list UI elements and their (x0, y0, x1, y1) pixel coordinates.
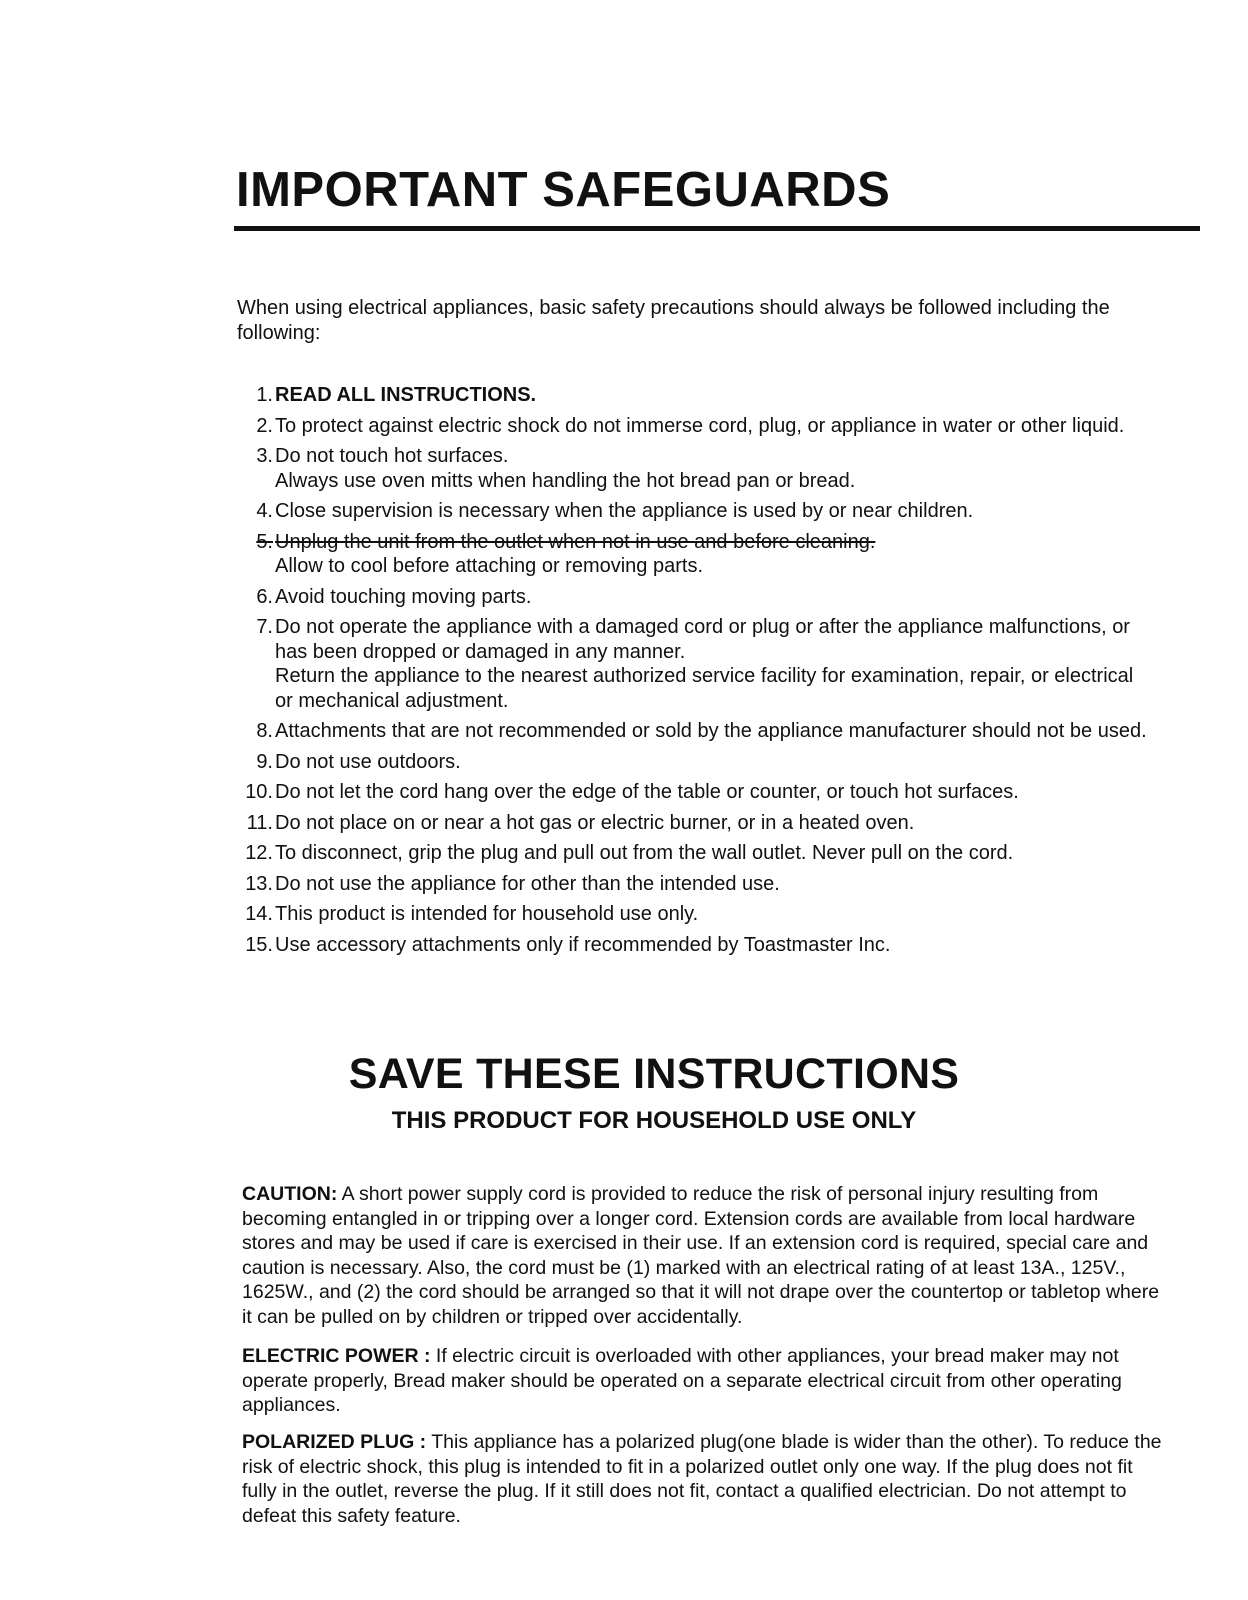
intro-text: When using electrical appliances, basic safety precautions should always be followed including the following: (237, 297, 1110, 344)
item-text: Attachments that are not recommended or sold by the appliance manufacturer should not be used. (275, 720, 1147, 742)
list-item (240, 530, 1150, 579)
electric-power-paragraph (242, 1344, 1162, 1418)
save-instructions-heading: SAVE THESE INSTRUCTIONS (348, 1050, 960, 1098)
item-number: 13. (245, 872, 273, 895)
caution-label: CAUTION: (242, 1183, 338, 1205)
list-item (240, 933, 1150, 958)
item-number: 15. (245, 933, 273, 956)
item-number: 6. (256, 585, 273, 608)
list-item (240, 872, 1150, 897)
item-text: To protect against electric shock do not immerse cord, plug, or appliance in water or other liquid. (275, 414, 1125, 437)
list-item (240, 383, 1150, 408)
item-text: Do not let the cord hang over the edge of the table or counter, or touch hot surfaces. (275, 781, 1019, 803)
polarized-plug-paragraph (242, 1430, 1162, 1528)
list-item (240, 780, 1150, 805)
item-text: Do not operate the appliance with a damaged cord or plug or after the appliance malfunctions, or has been dropped or damaged in any manner. (275, 616, 1130, 663)
item-text: Avoid touching moving parts. (275, 585, 532, 608)
list-item (240, 615, 1150, 713)
title-underline (234, 226, 1200, 231)
electric-power-label: ELECTRIC POWER : (242, 1345, 431, 1367)
item-number: 9. (256, 750, 273, 773)
item-number: 12. (245, 842, 273, 864)
polarized-plug-label: POLARIZED PLUG : (242, 1431, 427, 1453)
item-number: 10. (245, 781, 273, 803)
item-text: Do not touch hot surfaces. (275, 445, 509, 467)
item-number: 4. (256, 500, 273, 522)
item-number: 5. (256, 530, 273, 553)
list-item (240, 444, 1150, 493)
item-text: Use accessory attachments only if recommended by Toastmaster Inc. (275, 933, 891, 956)
item-text: This product is intended for household use only. (275, 903, 699, 925)
item-text: Return the appliance to the nearest authorized service facility for examination, repair, or electrical or mechanical adjustment. (275, 665, 1134, 712)
list-item (240, 841, 1150, 866)
list-item (240, 414, 1150, 439)
item-text: READ ALL INSTRUCTIONS. (275, 384, 537, 406)
list-item (240, 585, 1150, 610)
item-number: 7. (256, 616, 273, 638)
item-number: 11. (246, 811, 273, 834)
electric-power-text: If electric circuit is overloaded with other appliances, your bread maker may not operate properly, Bread maker should be operated on a separate electrical circuit from other operating appliances. (242, 1345, 1122, 1416)
list-item (240, 750, 1150, 775)
item-text: Do not use outdoors. (275, 750, 461, 773)
list-item (240, 811, 1150, 836)
polarized-plug-text: This appliance has a polarized plug(one blade is wider than the other). To reduce the risk of electric shock, this plug is intended to fit in a polarized outlet only one way. If the plug does not fit fully in the outlet, reverse the plug. If it still does not fit, contact a qualified electrician. Do not attempt to defeat this safety feature. (242, 1431, 1162, 1527)
safeguards-list (240, 383, 1150, 963)
item-number: 14. (245, 903, 273, 925)
item-number: 1. (256, 384, 273, 406)
list-item (240, 719, 1150, 744)
item-text: Allow to cool before attaching or removing parts. (275, 555, 703, 577)
item-text: Always use oven mitts when handling the hot bread pan or bread. (275, 469, 856, 492)
item-text: Do not place on or near a hot gas or electric burner, or in a heated oven. (275, 811, 915, 834)
item-text: Close supervision is necessary when the appliance is used by or near children. (275, 500, 974, 522)
caution-paragraph (242, 1182, 1162, 1329)
household-use-heading: THIS PRODUCT FOR HOUSEHOLD USE ONLY (391, 1107, 917, 1134)
list-item (240, 499, 1150, 524)
list-item (240, 902, 1150, 927)
item-text: To disconnect, grip the plug and pull out from the wall outlet. Never pull on the cord. (275, 842, 1014, 864)
item-number: 2. (256, 414, 273, 437)
caution-text: A short power supply cord is provided to reduce the risk of personal injury resulting from becoming entangled in or tripping over a longer cord. Extension cords are available from local hardware stores and may be used if care is exercised in their use. If an extension cord is required, special care and caution is necessary. Also, the cord must be (1) marked with an electrical rating of at least 13A., 125V., 1625W., and (2) the cord should be arranged so that it will not drape over the countertop or tabletop where it can be pulled on by children or tripped over accidentally. (242, 1183, 1160, 1328)
item-number: 8. (256, 720, 273, 742)
item-text: Unplug the unit from the outlet when not in use and before cleaning. (275, 530, 876, 553)
item-number: 3. (256, 445, 273, 467)
item-text: Do not use the appliance for other than the intended use. (275, 872, 780, 895)
page-title: IMPORTANT SAFEGUARDS (236, 163, 891, 217)
